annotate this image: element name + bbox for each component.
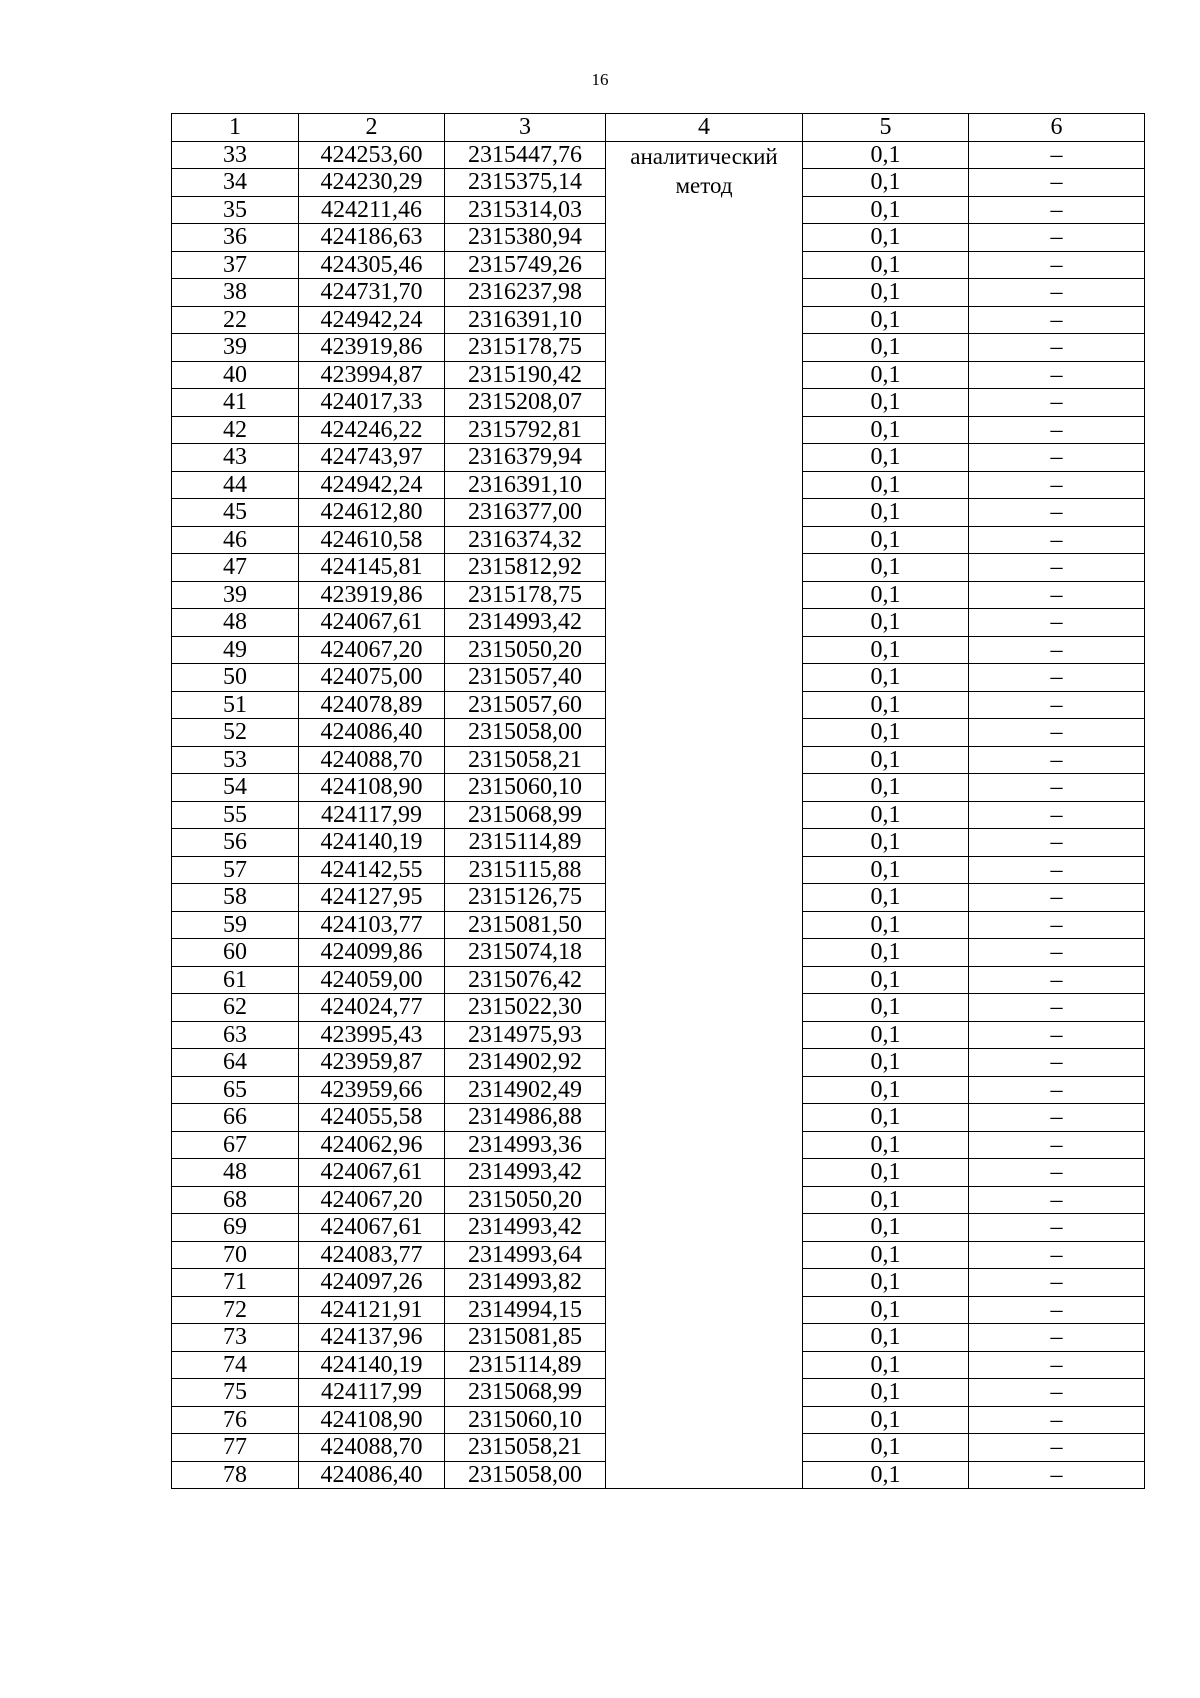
accuracy-cell: 0,1	[803, 1186, 969, 1214]
y-coordinate-cell: 2315050,20	[445, 1186, 606, 1214]
x-coordinate-cell: 424067,61	[299, 1159, 445, 1187]
point-number-cell: 78	[172, 1461, 299, 1489]
x-coordinate-cell: 424099,86	[299, 939, 445, 967]
point-number-cell: 39	[172, 334, 299, 362]
accuracy-cell: 0,1	[803, 169, 969, 197]
accuracy-cell: 0,1	[803, 966, 969, 994]
accuracy-cell: 0,1	[803, 1159, 969, 1187]
y-coordinate-cell: 2314993,82	[445, 1269, 606, 1297]
accuracy-cell: 0,1	[803, 1104, 969, 1132]
y-coordinate-cell: 2314993,42	[445, 1159, 606, 1187]
point-number-cell: 33	[172, 141, 299, 169]
description-cell: –	[969, 416, 1145, 444]
x-coordinate-cell: 424055,58	[299, 1104, 445, 1132]
y-coordinate-cell: 2315058,21	[445, 1434, 606, 1462]
y-coordinate-cell: 2314993,42	[445, 609, 606, 637]
point-number-cell: 73	[172, 1324, 299, 1352]
point-number-cell: 22	[172, 306, 299, 334]
x-coordinate-cell: 424211,46	[299, 196, 445, 224]
description-cell: –	[969, 471, 1145, 499]
description-cell: –	[969, 609, 1145, 637]
description-cell: –	[969, 774, 1145, 802]
description-cell: –	[969, 719, 1145, 747]
description-cell: –	[969, 361, 1145, 389]
point-number-cell: 42	[172, 416, 299, 444]
accuracy-cell: 0,1	[803, 746, 969, 774]
y-coordinate-cell: 2316391,10	[445, 471, 606, 499]
accuracy-cell: 0,1	[803, 884, 969, 912]
header-cell: 3	[445, 114, 606, 142]
y-coordinate-cell: 2314902,92	[445, 1049, 606, 1077]
description-cell: –	[969, 389, 1145, 417]
method-text: метод	[675, 172, 733, 198]
x-coordinate-cell: 424059,00	[299, 966, 445, 994]
header-row	[172, 114, 1145, 142]
point-number-cell: 35	[172, 196, 299, 224]
point-number-cell: 72	[172, 1296, 299, 1324]
point-number-cell: 59	[172, 911, 299, 939]
y-coordinate-cell: 2315114,89	[445, 829, 606, 857]
description-cell: –	[969, 856, 1145, 884]
y-coordinate-cell: 2316374,32	[445, 526, 606, 554]
accuracy-cell: 0,1	[803, 1214, 969, 1242]
description-cell: –	[969, 1461, 1145, 1489]
point-number-cell: 71	[172, 1269, 299, 1297]
accuracy-cell: 0,1	[803, 829, 969, 857]
accuracy-cell: 0,1	[803, 774, 969, 802]
description-cell: –	[969, 581, 1145, 609]
y-coordinate-cell: 2315178,75	[445, 334, 606, 362]
description-cell: –	[969, 1241, 1145, 1269]
description-cell: –	[969, 169, 1145, 197]
accuracy-cell: 0,1	[803, 856, 969, 884]
point-number-cell: 38	[172, 279, 299, 307]
description-cell: –	[969, 1131, 1145, 1159]
x-coordinate-cell: 424942,24	[299, 306, 445, 334]
y-coordinate-cell: 2314993,36	[445, 1131, 606, 1159]
description-cell: –	[969, 636, 1145, 664]
accuracy-cell: 0,1	[803, 251, 969, 279]
point-number-cell: 75	[172, 1379, 299, 1407]
y-coordinate-cell: 2314986,88	[445, 1104, 606, 1132]
accuracy-cell: 0,1	[803, 1406, 969, 1434]
description-cell: –	[969, 1351, 1145, 1379]
accuracy-cell: 0,1	[803, 994, 969, 1022]
point-number-cell: 67	[172, 1131, 299, 1159]
x-coordinate-cell: 424121,91	[299, 1296, 445, 1324]
x-coordinate-cell: 424103,77	[299, 911, 445, 939]
point-number-cell: 57	[172, 856, 299, 884]
accuracy-cell: 0,1	[803, 636, 969, 664]
description-cell: –	[969, 1434, 1145, 1462]
point-number-cell: 52	[172, 719, 299, 747]
accuracy-cell: 0,1	[803, 334, 969, 362]
y-coordinate-cell: 2315812,92	[445, 554, 606, 582]
accuracy-cell: 0,1	[803, 664, 969, 692]
point-number-cell: 70	[172, 1241, 299, 1269]
x-coordinate-cell: 424086,40	[299, 719, 445, 747]
y-coordinate-cell: 2316237,98	[445, 279, 606, 307]
accuracy-cell: 0,1	[803, 306, 969, 334]
description-cell: –	[969, 1324, 1145, 1352]
x-coordinate-cell: 424731,70	[299, 279, 445, 307]
point-number-cell: 56	[172, 829, 299, 857]
y-coordinate-cell: 2315380,94	[445, 224, 606, 252]
description-cell: –	[969, 966, 1145, 994]
y-coordinate-cell: 2316377,00	[445, 499, 606, 527]
header-cell: 5	[803, 114, 969, 142]
x-coordinate-cell: 424253,60	[299, 141, 445, 169]
accuracy-cell: 0,1	[803, 1324, 969, 1352]
point-number-cell: 41	[172, 389, 299, 417]
description-cell: –	[969, 334, 1145, 362]
page-number: 16	[591, 70, 609, 89]
description-cell: –	[969, 224, 1145, 252]
accuracy-cell: 0,1	[803, 499, 969, 527]
table-row	[172, 141, 1145, 169]
point-number-cell: 64	[172, 1049, 299, 1077]
y-coordinate-cell: 2314994,15	[445, 1296, 606, 1324]
description-cell: –	[969, 1296, 1145, 1324]
x-coordinate-cell: 424097,26	[299, 1269, 445, 1297]
point-number-cell: 48	[172, 609, 299, 637]
accuracy-cell: 0,1	[803, 1131, 969, 1159]
point-number-cell: 39	[172, 581, 299, 609]
y-coordinate-cell: 2314975,93	[445, 1021, 606, 1049]
accuracy-cell: 0,1	[803, 581, 969, 609]
y-coordinate-cell: 2315057,40	[445, 664, 606, 692]
accuracy-cell: 0,1	[803, 526, 969, 554]
y-coordinate-cell: 2314993,64	[445, 1241, 606, 1269]
point-number-cell: 54	[172, 774, 299, 802]
y-coordinate-cell: 2315022,30	[445, 994, 606, 1022]
point-number-cell: 60	[172, 939, 299, 967]
description-cell: –	[969, 1049, 1145, 1077]
point-number-cell: 44	[172, 471, 299, 499]
point-number-cell: 53	[172, 746, 299, 774]
x-coordinate-cell: 424062,96	[299, 1131, 445, 1159]
y-coordinate-cell: 2315447,76	[445, 141, 606, 169]
x-coordinate-cell: 424086,40	[299, 1461, 445, 1489]
accuracy-cell: 0,1	[803, 141, 969, 169]
point-number-cell: 76	[172, 1406, 299, 1434]
x-coordinate-cell: 423995,43	[299, 1021, 445, 1049]
description-cell: –	[969, 911, 1145, 939]
accuracy-cell: 0,1	[803, 691, 969, 719]
point-number-cell: 37	[172, 251, 299, 279]
description-cell: –	[969, 1076, 1145, 1104]
accuracy-cell: 0,1	[803, 609, 969, 637]
description-cell: –	[969, 251, 1145, 279]
description-cell: –	[969, 746, 1145, 774]
point-number-cell: 34	[172, 169, 299, 197]
accuracy-cell: 0,1	[803, 389, 969, 417]
point-number-cell: 36	[172, 224, 299, 252]
y-coordinate-cell: 2315058,00	[445, 1461, 606, 1489]
y-coordinate-cell: 2315314,03	[445, 196, 606, 224]
accuracy-cell: 0,1	[803, 1296, 969, 1324]
accuracy-cell: 0,1	[803, 471, 969, 499]
y-coordinate-cell: 2315076,42	[445, 966, 606, 994]
x-coordinate-cell: 424610,58	[299, 526, 445, 554]
accuracy-cell: 0,1	[803, 719, 969, 747]
x-coordinate-cell: 424017,33	[299, 389, 445, 417]
y-coordinate-cell: 2315068,99	[445, 1379, 606, 1407]
y-coordinate-cell: 2315068,99	[445, 801, 606, 829]
description-cell: –	[969, 691, 1145, 719]
y-coordinate-cell: 2315115,88	[445, 856, 606, 884]
x-coordinate-cell: 424075,00	[299, 664, 445, 692]
x-coordinate-cell: 424117,99	[299, 1379, 445, 1407]
description-cell: –	[969, 829, 1145, 857]
accuracy-cell: 0,1	[803, 279, 969, 307]
point-number-cell: 47	[172, 554, 299, 582]
point-number-cell: 74	[172, 1351, 299, 1379]
method-text: аналитический	[630, 143, 778, 169]
y-coordinate-cell: 2315057,60	[445, 691, 606, 719]
description-cell: –	[969, 1021, 1145, 1049]
accuracy-cell: 0,1	[803, 416, 969, 444]
accuracy-cell: 0,1	[803, 444, 969, 472]
y-coordinate-cell: 2315081,50	[445, 911, 606, 939]
y-coordinate-cell: 2316379,94	[445, 444, 606, 472]
point-number-cell: 50	[172, 664, 299, 692]
point-number-cell: 77	[172, 1434, 299, 1462]
y-coordinate-cell: 2315081,85	[445, 1324, 606, 1352]
accuracy-cell: 0,1	[803, 224, 969, 252]
y-coordinate-cell: 2315114,89	[445, 1351, 606, 1379]
y-coordinate-cell: 2314902,49	[445, 1076, 606, 1104]
description-cell: –	[969, 994, 1145, 1022]
accuracy-cell: 0,1	[803, 1241, 969, 1269]
x-coordinate-cell: 423919,86	[299, 334, 445, 362]
y-coordinate-cell: 2315208,07	[445, 389, 606, 417]
point-number-cell: 65	[172, 1076, 299, 1104]
x-coordinate-cell: 424140,19	[299, 1351, 445, 1379]
accuracy-cell: 0,1	[803, 911, 969, 939]
x-coordinate-cell: 424067,61	[299, 1214, 445, 1242]
description-cell: –	[969, 1406, 1145, 1434]
x-coordinate-cell: 424108,90	[299, 1406, 445, 1434]
x-coordinate-cell: 423959,66	[299, 1076, 445, 1104]
header-cell: 4	[606, 114, 803, 142]
description-cell: –	[969, 801, 1145, 829]
description-cell: –	[969, 1159, 1145, 1187]
description-cell: –	[969, 444, 1145, 472]
accuracy-cell: 0,1	[803, 1379, 969, 1407]
coordinates-table	[171, 113, 1145, 1489]
accuracy-cell: 0,1	[803, 1076, 969, 1104]
description-cell: –	[969, 554, 1145, 582]
x-coordinate-cell: 424942,24	[299, 471, 445, 499]
accuracy-cell: 0,1	[803, 1461, 969, 1489]
header-cell: 1	[172, 114, 299, 142]
accuracy-cell: 0,1	[803, 1049, 969, 1077]
description-cell: –	[969, 1186, 1145, 1214]
x-coordinate-cell: 424108,90	[299, 774, 445, 802]
x-coordinate-cell: 424067,20	[299, 1186, 445, 1214]
accuracy-cell: 0,1	[803, 196, 969, 224]
x-coordinate-cell: 424140,19	[299, 829, 445, 857]
point-number-cell: 58	[172, 884, 299, 912]
description-cell: –	[969, 664, 1145, 692]
y-coordinate-cell: 2315126,75	[445, 884, 606, 912]
point-number-cell: 51	[172, 691, 299, 719]
x-coordinate-cell: 424117,99	[299, 801, 445, 829]
x-coordinate-cell: 424137,96	[299, 1324, 445, 1352]
accuracy-cell: 0,1	[803, 939, 969, 967]
x-coordinate-cell: 423959,87	[299, 1049, 445, 1077]
description-cell: –	[969, 1214, 1145, 1242]
accuracy-cell: 0,1	[803, 801, 969, 829]
y-coordinate-cell: 2315060,10	[445, 1406, 606, 1434]
y-coordinate-cell: 2315060,10	[445, 774, 606, 802]
point-number-cell: 48	[172, 1159, 299, 1187]
y-coordinate-cell: 2315375,14	[445, 169, 606, 197]
x-coordinate-cell: 423994,87	[299, 361, 445, 389]
point-number-cell: 45	[172, 499, 299, 527]
accuracy-cell: 0,1	[803, 1269, 969, 1297]
x-coordinate-cell: 424612,80	[299, 499, 445, 527]
point-number-cell: 43	[172, 444, 299, 472]
point-number-cell: 69	[172, 1214, 299, 1242]
x-coordinate-cell: 424127,95	[299, 884, 445, 912]
y-coordinate-cell: 2315058,00	[445, 719, 606, 747]
y-coordinate-cell: 2316391,10	[445, 306, 606, 334]
x-coordinate-cell: 424145,81	[299, 554, 445, 582]
y-coordinate-cell: 2315074,18	[445, 939, 606, 967]
description-cell: –	[969, 526, 1145, 554]
header-cell: 2	[299, 114, 445, 142]
point-number-cell: 55	[172, 801, 299, 829]
description-cell: –	[969, 1379, 1145, 1407]
y-coordinate-cell: 2315058,21	[445, 746, 606, 774]
point-number-cell: 68	[172, 1186, 299, 1214]
x-coordinate-cell: 424230,29	[299, 169, 445, 197]
description-cell: –	[969, 1104, 1145, 1132]
description-cell: –	[969, 1269, 1145, 1297]
accuracy-cell: 0,1	[803, 1021, 969, 1049]
description-cell: –	[969, 939, 1145, 967]
accuracy-cell: 0,1	[803, 361, 969, 389]
x-coordinate-cell: 423919,86	[299, 581, 445, 609]
y-coordinate-cell: 2315050,20	[445, 636, 606, 664]
point-number-cell: 62	[172, 994, 299, 1022]
table-body	[172, 114, 1145, 1489]
point-number-cell: 46	[172, 526, 299, 554]
description-cell: –	[969, 306, 1145, 334]
x-coordinate-cell: 424083,77	[299, 1241, 445, 1269]
point-number-cell: 61	[172, 966, 299, 994]
y-coordinate-cell: 2315190,42	[445, 361, 606, 389]
description-cell: –	[969, 884, 1145, 912]
accuracy-cell: 0,1	[803, 1434, 969, 1462]
x-coordinate-cell: 424067,61	[299, 609, 445, 637]
x-coordinate-cell: 424743,97	[299, 444, 445, 472]
accuracy-cell: 0,1	[803, 554, 969, 582]
y-coordinate-cell: 2315178,75	[445, 581, 606, 609]
header-cell: 6	[969, 114, 1145, 142]
x-coordinate-cell: 424305,46	[299, 251, 445, 279]
y-coordinate-cell: 2314993,42	[445, 1214, 606, 1242]
x-coordinate-cell: 424142,55	[299, 856, 445, 884]
x-coordinate-cell: 424078,89	[299, 691, 445, 719]
x-coordinate-cell: 424088,70	[299, 746, 445, 774]
method-cell	[606, 141, 803, 1489]
x-coordinate-cell: 424246,22	[299, 416, 445, 444]
x-coordinate-cell: 424088,70	[299, 1434, 445, 1462]
point-number-cell: 66	[172, 1104, 299, 1132]
x-coordinate-cell: 424186,63	[299, 224, 445, 252]
description-cell: –	[969, 279, 1145, 307]
description-cell: –	[969, 141, 1145, 169]
y-coordinate-cell: 2315749,26	[445, 251, 606, 279]
point-number-cell: 40	[172, 361, 299, 389]
point-number-cell: 63	[172, 1021, 299, 1049]
x-coordinate-cell: 424067,20	[299, 636, 445, 664]
description-cell: –	[969, 499, 1145, 527]
y-coordinate-cell: 2315792,81	[445, 416, 606, 444]
description-cell: –	[969, 196, 1145, 224]
accuracy-cell: 0,1	[803, 1351, 969, 1379]
x-coordinate-cell: 424024,77	[299, 994, 445, 1022]
point-number-cell: 49	[172, 636, 299, 664]
